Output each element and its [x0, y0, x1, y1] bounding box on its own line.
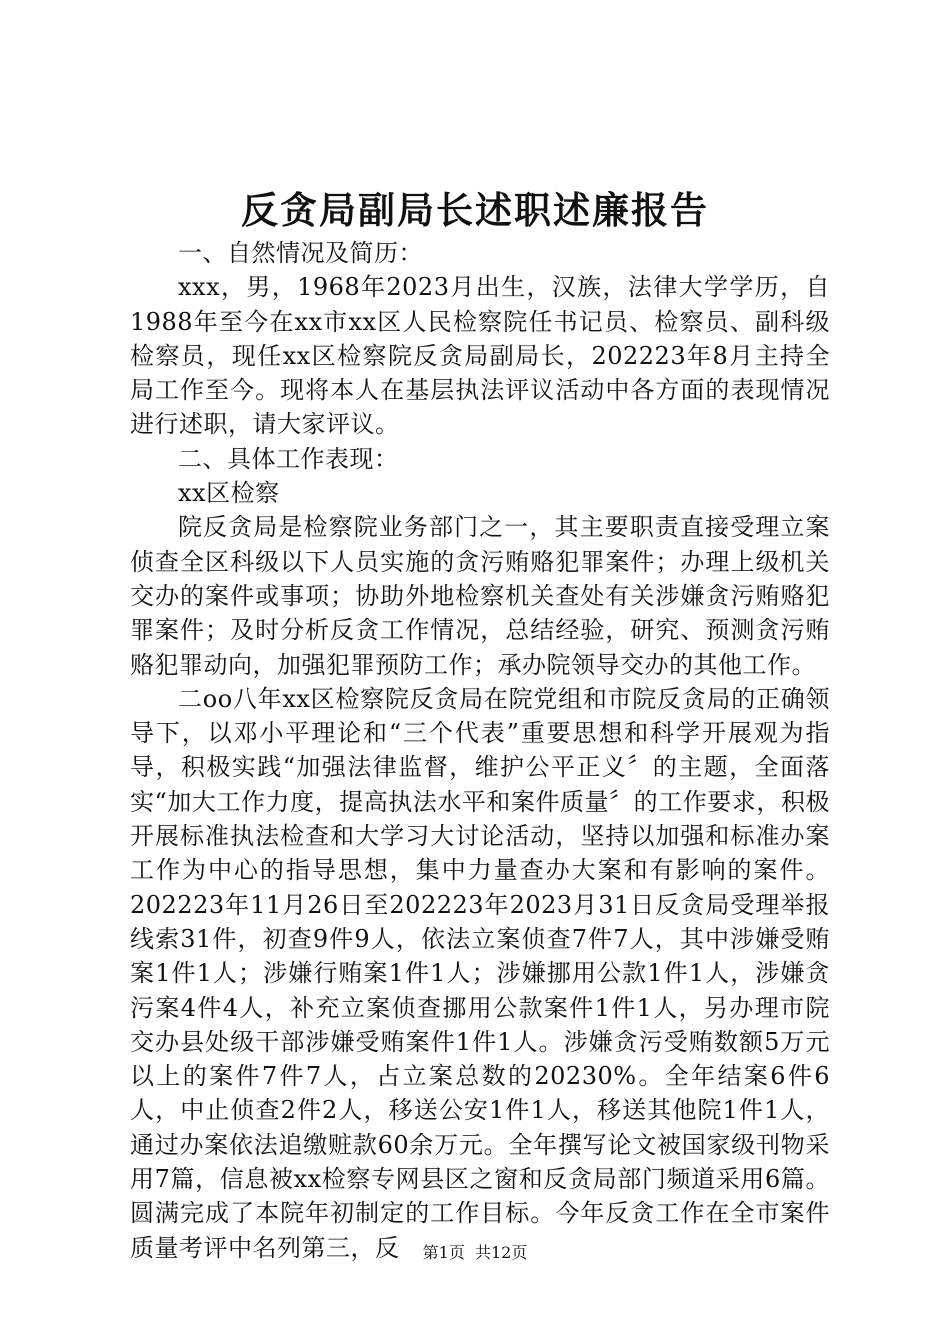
document-title: 反贪局副局长述职述廉报告 — [241, 188, 709, 232]
paragraph-personal-info: xxx，男，1968年2023月出生，汉族，法律大学学历，自1988年至今在xx市xx区人民检察院任书记员、检察员、副科级检察员，现任xx区检察院反贪局副局长，202223年8月主持全局工作至今。现将本人在基层执法评议活动中各方面的表现情况进行述职，请大家评议。 — [130, 273, 830, 439]
paragraph-subheading: xx区检察 — [178, 479, 280, 508]
paragraph-department-duties: 院反贪局是检察院业务部门之一，其主要职责直接受理立案侦查全区科级以下人员实施的贪污贿赂犯罪案件；办理上级机关交办的案件或事项；协助外地检察机关查处有关涉嫌贪污贿赂犯罪案件；及时分析反贪工作情况，总结经验，研究、预测贪污贿赂犯罪动向，加强犯罪预防工作；承办院领导交办的其他工作。 — [130, 513, 830, 679]
page-footer — [0, 1243, 950, 1263]
document-body — [130, 236, 830, 1265]
paragraph-section-2-heading: 二、具体工作表现： — [178, 444, 399, 473]
paragraph-annual-work: 二oo八年xx区检察院反贪局在院党组和市院反贪局的正确领导下，以邓小平理论和“三个代表”重要思想和科学开展观为指导，积极实践“加强法律监督，维护公平正义〞的主题，全面落实“加大工作力度，提高执法水平和案件质量〞的工作要求，积极开展标准执法检查和大学习大讨论活动，坚持以加强和标准办案工作为中心的指导思想，集中力量查办大案和有影响的案件。202223年11月26日至202223年2023月31日反贪局受理举报线索31件，初查9件9人，依法立案侦查7件7人，其中涉嫌受贿案1件1人；涉嫌行贿案1件1人；涉嫌挪用公款1件1人，涉嫌贪污案4件4人，补充立案侦查挪用公款案件1件1人，另办理市院交办县处级干部涉嫌受贿案件1件1人。涉嫌贪污受贿数额5万元以上的案件7件7人，占立案总数的20230%。全年结案6件6人，中止侦查2件2人，移送公安1件1人，移送其他院1件1人，通过办案依法追缴赃款60余万元。全年撰写论文被国家级刊物采用7篇，信息被xx检察专网县区之窗和反贪局部门频道采用6篇。圆满完成了本院年初制定的工作目标。今年反贪工作在全市案件质量考评中名列第三，反 — [130, 684, 830, 1262]
paragraph-section-1-heading: 一、自然情况及简历： — [178, 239, 423, 267]
page-number: 第1页 共12页 — [422, 1243, 528, 1262]
